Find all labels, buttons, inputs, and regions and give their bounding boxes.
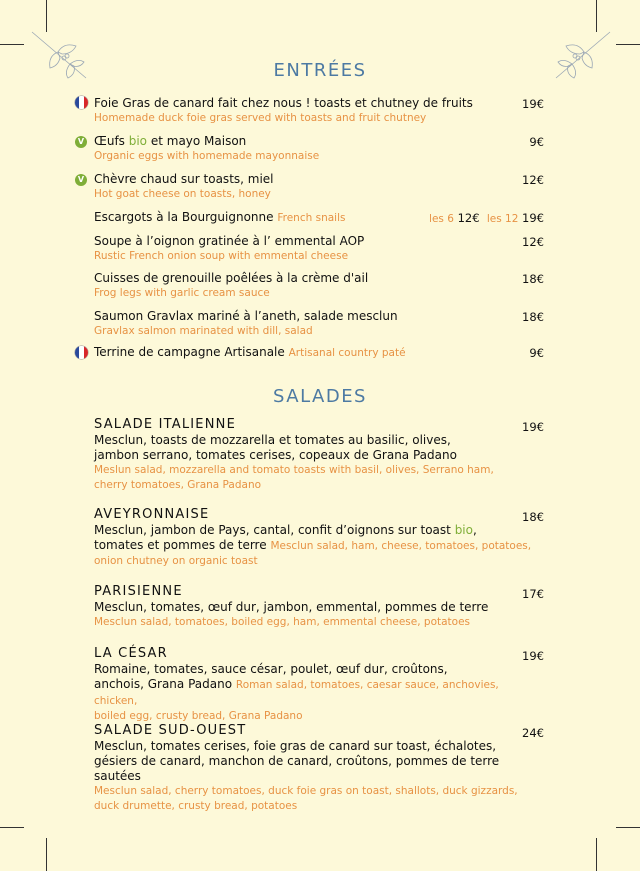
salad-description: Mesclun, jambon de Pays, cantal, confit d’oignons sur toast <box>94 523 455 537</box>
option-price: 12€ <box>457 211 480 225</box>
item-translation: Artisanal country paté <box>288 347 406 359</box>
crop-mark <box>46 838 47 871</box>
salad-translation: onion chutney on organic toast <box>94 555 258 567</box>
item-price: 9€ <box>529 346 544 360</box>
item-name: Foie Gras de canard fait chez nous ! toasts et chutney de fruits <box>94 96 473 110</box>
escargots-prices <box>429 211 544 225</box>
bio-label: bio <box>454 523 473 537</box>
crop-mark <box>0 44 24 45</box>
item-name: Saumon Gravlax mariné à l’aneth, salade mesclun <box>94 309 398 323</box>
item-name: Œufs <box>94 134 129 148</box>
salad-name: LA CÉSAR <box>94 646 168 661</box>
salad-description: anchois, Grana Padano <box>94 677 236 691</box>
menu-item <box>94 271 544 300</box>
salad-translation: Meslun salad, mozzarella and tomato toasts with basil, olives, Serrano ham, <box>94 464 494 476</box>
item-translation: Organic eggs with homemade mayonnaise <box>94 150 320 162</box>
salad-item <box>94 417 544 493</box>
item-name: Chèvre chaud sur toasts, miel <box>94 172 274 186</box>
crop-mark <box>0 827 24 828</box>
menu-item <box>94 134 544 163</box>
item-price: 12€ <box>522 173 544 187</box>
salad-price: 24€ <box>522 726 544 740</box>
salad-price: 19€ <box>522 649 544 663</box>
item-price: 18€ <box>522 310 544 324</box>
crop-mark <box>596 0 597 32</box>
item-price: 9€ <box>529 135 544 149</box>
salad-translation: Mesclun salad, ham, cheese, tomatoes, potatoes, <box>270 540 532 552</box>
item-translation: Gravlax salmon marinated with dill, salad <box>94 325 313 337</box>
item-translation: Hot goat cheese on toasts, honey <box>94 188 271 200</box>
salad-translation: Roman salad, tomatoes, caesar sauce, anchovies, chicken, <box>94 679 499 707</box>
crop-mark <box>46 0 47 32</box>
salad-description-cont: , <box>472 523 477 537</box>
menu-item <box>94 309 544 338</box>
salad-translation: duck drumette, crusty bread, potatoes <box>94 800 298 812</box>
crop-mark <box>616 44 640 45</box>
salad-item <box>94 584 544 630</box>
item-name: Terrine de campagne Artisanale <box>94 345 285 359</box>
item-price: 18€ <box>522 272 544 286</box>
french-flag-icon <box>75 96 88 109</box>
item-name: Escargots à la Bourguignonne <box>94 210 274 224</box>
menu-item <box>94 172 544 201</box>
salad-price: 17€ <box>522 587 544 601</box>
item-name: Soupe à l’oignon gratinée à l’ emmental AOP <box>94 234 365 248</box>
salad-item <box>94 646 544 724</box>
section-title-entrees: ENTRÉES <box>273 60 367 81</box>
menu-item <box>94 234 544 263</box>
salad-name: SALADE SUD-OUEST <box>94 723 247 738</box>
salad-item <box>94 723 544 814</box>
vegetarian-v-icon: V <box>75 174 87 186</box>
section-title-salades: SALADES <box>273 386 367 407</box>
item-translation: Rustic French onion soup with emmental cheese <box>94 250 349 262</box>
salad-description: tomates et pommes de terre <box>94 538 271 552</box>
french-flag-icon <box>75 346 88 359</box>
option-label: les 12 <box>486 213 519 225</box>
salad-translation: cherry tomatoes, Grana Padano <box>94 479 262 491</box>
salad-translation: boiled egg, crusty bread, Grana Padano <box>94 710 303 722</box>
menu-item <box>94 345 434 361</box>
salad-description: Mesclun, tomates, œuf dur, jambon, emmental, pommes de terre <box>94 600 489 614</box>
salad-item <box>94 507 544 569</box>
salad-price: 19€ <box>522 420 544 434</box>
option-label: les 6 <box>429 213 454 225</box>
salad-description: jambon serrano, tomates cerises, copeaux de Grana Padano <box>94 448 457 462</box>
crop-mark <box>616 827 640 828</box>
item-translation: Homemade duck foie gras served with toasts and fruit chutney <box>94 112 427 124</box>
item-price: 12€ <box>522 235 544 249</box>
menu-item <box>94 210 394 226</box>
salad-price: 18€ <box>522 510 544 524</box>
option-price: 19€ <box>522 211 544 225</box>
salad-description: Mesclun, toasts de mozzarella et tomates au basilic, olives, <box>94 433 451 447</box>
salad-translation: Mesclun salad, tomatoes, boiled egg, ham, emmental cheese, potatoes <box>94 616 471 628</box>
menu-item <box>94 96 544 125</box>
salad-name: AVEYRONNAISE <box>94 507 210 522</box>
salad-description: Mesclun, tomates cerises, foie gras de canard sur toast, échalotes, <box>94 739 497 753</box>
salad-translation: Mesclun salad, cherry tomatoes, duck foie gras on toast, shallots, duck gizzards, <box>94 785 518 797</box>
salad-name: PARISIENNE <box>94 584 183 599</box>
salad-description: Romaine, tomates, sauce césar, poulet, œuf dur, croûtons, <box>94 662 448 676</box>
item-name: Cuisses de grenouille poêlées à la crème d'ail <box>94 271 369 285</box>
crop-mark <box>596 838 597 871</box>
bio-label: bio <box>128 134 148 148</box>
item-translation: Frog legs with garlic cream sauce <box>94 287 270 299</box>
item-name-cont: et mayo Maison <box>147 134 247 148</box>
item-translation: French snails <box>277 212 346 224</box>
salad-description: gésiers de canard, manchon de canard, croûtons, pommes de terre sautées <box>94 754 500 783</box>
vegetarian-v-icon: V <box>75 136 87 148</box>
salad-name: SALADE ITALIENNE <box>94 417 236 432</box>
item-price: 19€ <box>522 97 544 111</box>
